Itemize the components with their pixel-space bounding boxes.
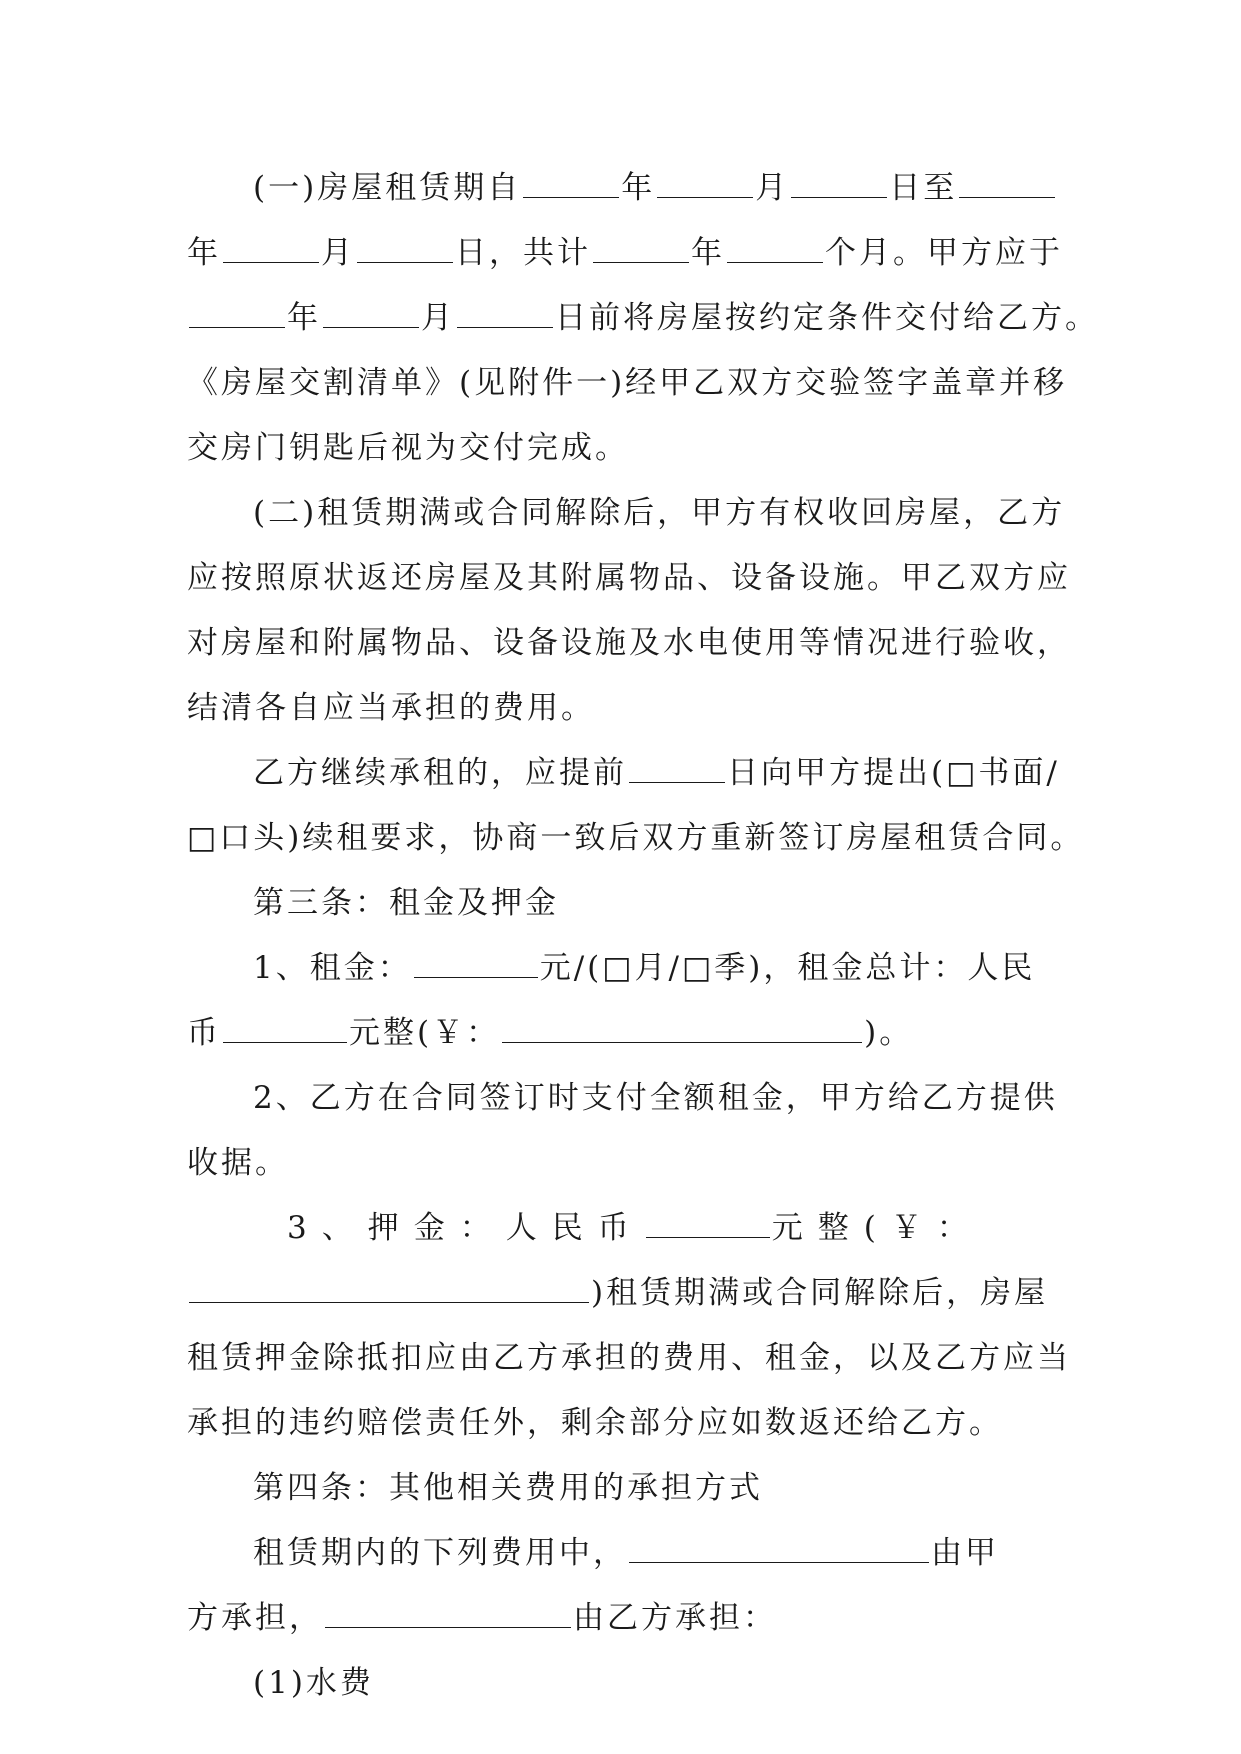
paragraph-line bbox=[187, 420, 1057, 485]
text-segment: 月 bbox=[321, 235, 355, 271]
text-segment: 2、乙方在合同签订时支付全额租金，甲方给乙方提供 bbox=[253, 1080, 1058, 1116]
text-segment: 年 bbox=[287, 300, 321, 336]
text-segment: 元整(￥： bbox=[771, 1210, 983, 1246]
paragraph-line bbox=[187, 160, 1057, 225]
text-segment: 《房屋交割清单》(见附件一)经甲乙双方交验签字盖章并移 bbox=[187, 365, 1068, 401]
text-segment: 承担的违约赔偿责任外，剩余部分应如数返还给乙方。 bbox=[187, 1405, 1003, 1441]
paragraph-line bbox=[187, 225, 1063, 290]
text-segment: 月 bbox=[755, 170, 790, 206]
text-segment: 日，共计 bbox=[455, 235, 591, 271]
text-segment: (1)水费 bbox=[253, 1665, 374, 1701]
blank-field[interactable] bbox=[629, 1528, 929, 1563]
blank-field[interactable] bbox=[646, 1203, 770, 1238]
section-heading bbox=[187, 1460, 1057, 1525]
paragraph-line bbox=[187, 680, 1057, 745]
paragraph-line bbox=[187, 1265, 1057, 1330]
paragraph-line bbox=[187, 940, 1057, 1005]
text-segment: )租赁期满或合同解除后，房屋 bbox=[591, 1275, 1049, 1311]
paragraph-line bbox=[187, 1330, 1071, 1395]
section-heading bbox=[187, 875, 1057, 940]
text-segment: 3、押金：人民币 bbox=[287, 1210, 644, 1246]
blank-field[interactable] bbox=[593, 228, 689, 263]
blank-field[interactable] bbox=[457, 293, 553, 328]
text-segment: 年 bbox=[691, 235, 725, 271]
paragraph-line bbox=[187, 355, 1068, 420]
text-segment: 结清各自应当承担的费用。 bbox=[187, 690, 595, 726]
blank-field[interactable] bbox=[414, 943, 538, 978]
list-item bbox=[187, 1655, 1057, 1720]
text-segment: 币 bbox=[187, 1015, 221, 1051]
text-segment: 应按照原状返还房屋及其附属物品、设备设施。甲乙双方应 bbox=[187, 560, 1071, 596]
blank-field[interactable] bbox=[357, 228, 453, 263]
blank-field[interactable] bbox=[629, 748, 725, 783]
paragraph-line bbox=[187, 615, 1071, 680]
text-segment: 元/(□月/□季)，租金总计：人民 bbox=[539, 950, 1036, 986]
paragraph-line bbox=[187, 1525, 1057, 1590]
contract-body bbox=[187, 160, 1099, 1720]
text-segment: )。 bbox=[864, 1015, 914, 1051]
paragraph-line bbox=[187, 290, 1099, 355]
blank-field[interactable] bbox=[223, 228, 319, 263]
blank-field[interactable] bbox=[223, 1008, 347, 1043]
blank-field[interactable] bbox=[657, 163, 753, 198]
text-segment: 个月。甲方应于 bbox=[825, 235, 1063, 271]
paragraph-line bbox=[187, 1070, 1057, 1135]
text-segment: 月 bbox=[421, 300, 455, 336]
blank-field[interactable] bbox=[189, 1268, 589, 1303]
text-segment: 交房门钥匙后视为交付完成。 bbox=[187, 430, 629, 466]
text-segment: 由乙方承担： bbox=[573, 1600, 777, 1636]
text-segment: 年 bbox=[187, 235, 221, 271]
paragraph-line bbox=[187, 1005, 1057, 1070]
text-segment: 日向甲方提出(□书面/ bbox=[727, 755, 1060, 791]
paragraph-line bbox=[187, 1200, 1057, 1265]
text-segment: 第四条：其他相关费用的承担方式 bbox=[253, 1470, 763, 1506]
text-segment: 方承担， bbox=[187, 1600, 323, 1636]
blank-field[interactable] bbox=[727, 228, 823, 263]
paragraph-line bbox=[187, 745, 1060, 810]
paragraph-line bbox=[187, 810, 1085, 875]
text-segment: 租赁押金除抵扣应由乙方承担的费用、租金，以及乙方应当 bbox=[187, 1340, 1071, 1376]
text-segment: 乙方继续承租的，应提前 bbox=[253, 755, 627, 791]
text-segment: 对房屋和附属物品、设备设施及水电使用等情况进行验收， bbox=[187, 625, 1071, 661]
paragraph-line bbox=[187, 1590, 1057, 1655]
blank-field[interactable] bbox=[323, 293, 419, 328]
text-segment: 1、租金： bbox=[253, 950, 412, 986]
blank-field[interactable] bbox=[502, 1008, 862, 1043]
blank-field[interactable] bbox=[959, 163, 1055, 198]
text-segment: 收据。 bbox=[187, 1145, 289, 1181]
paragraph-line bbox=[187, 1395, 1057, 1460]
text-segment: 年 bbox=[621, 170, 656, 206]
text-segment: (一)房屋租赁期自 bbox=[253, 170, 522, 206]
paragraph-line bbox=[187, 485, 1066, 550]
text-segment: 由甲 bbox=[931, 1535, 999, 1571]
blank-field[interactable] bbox=[523, 163, 619, 198]
text-segment: 元整(￥： bbox=[349, 1015, 501, 1051]
blank-field[interactable] bbox=[325, 1593, 571, 1628]
text-segment: 租赁期内的下列费用中， bbox=[253, 1535, 627, 1571]
text-segment: 日前将房屋按约定条件交付给乙方。 bbox=[555, 300, 1099, 336]
blank-field[interactable] bbox=[791, 163, 887, 198]
blank-field[interactable] bbox=[189, 293, 285, 328]
text-segment: 日至 bbox=[889, 170, 958, 206]
text-segment: (二)租赁期满或合同解除后，甲方有权收回房屋，乙方 bbox=[253, 495, 1066, 531]
text-segment: □口头)续租要求，协商一致后双方重新签订房屋租赁合同。 bbox=[187, 820, 1085, 856]
paragraph-line bbox=[187, 550, 1071, 615]
paragraph-line bbox=[187, 1135, 1057, 1200]
text-segment: 第三条：租金及押金 bbox=[253, 885, 559, 921]
